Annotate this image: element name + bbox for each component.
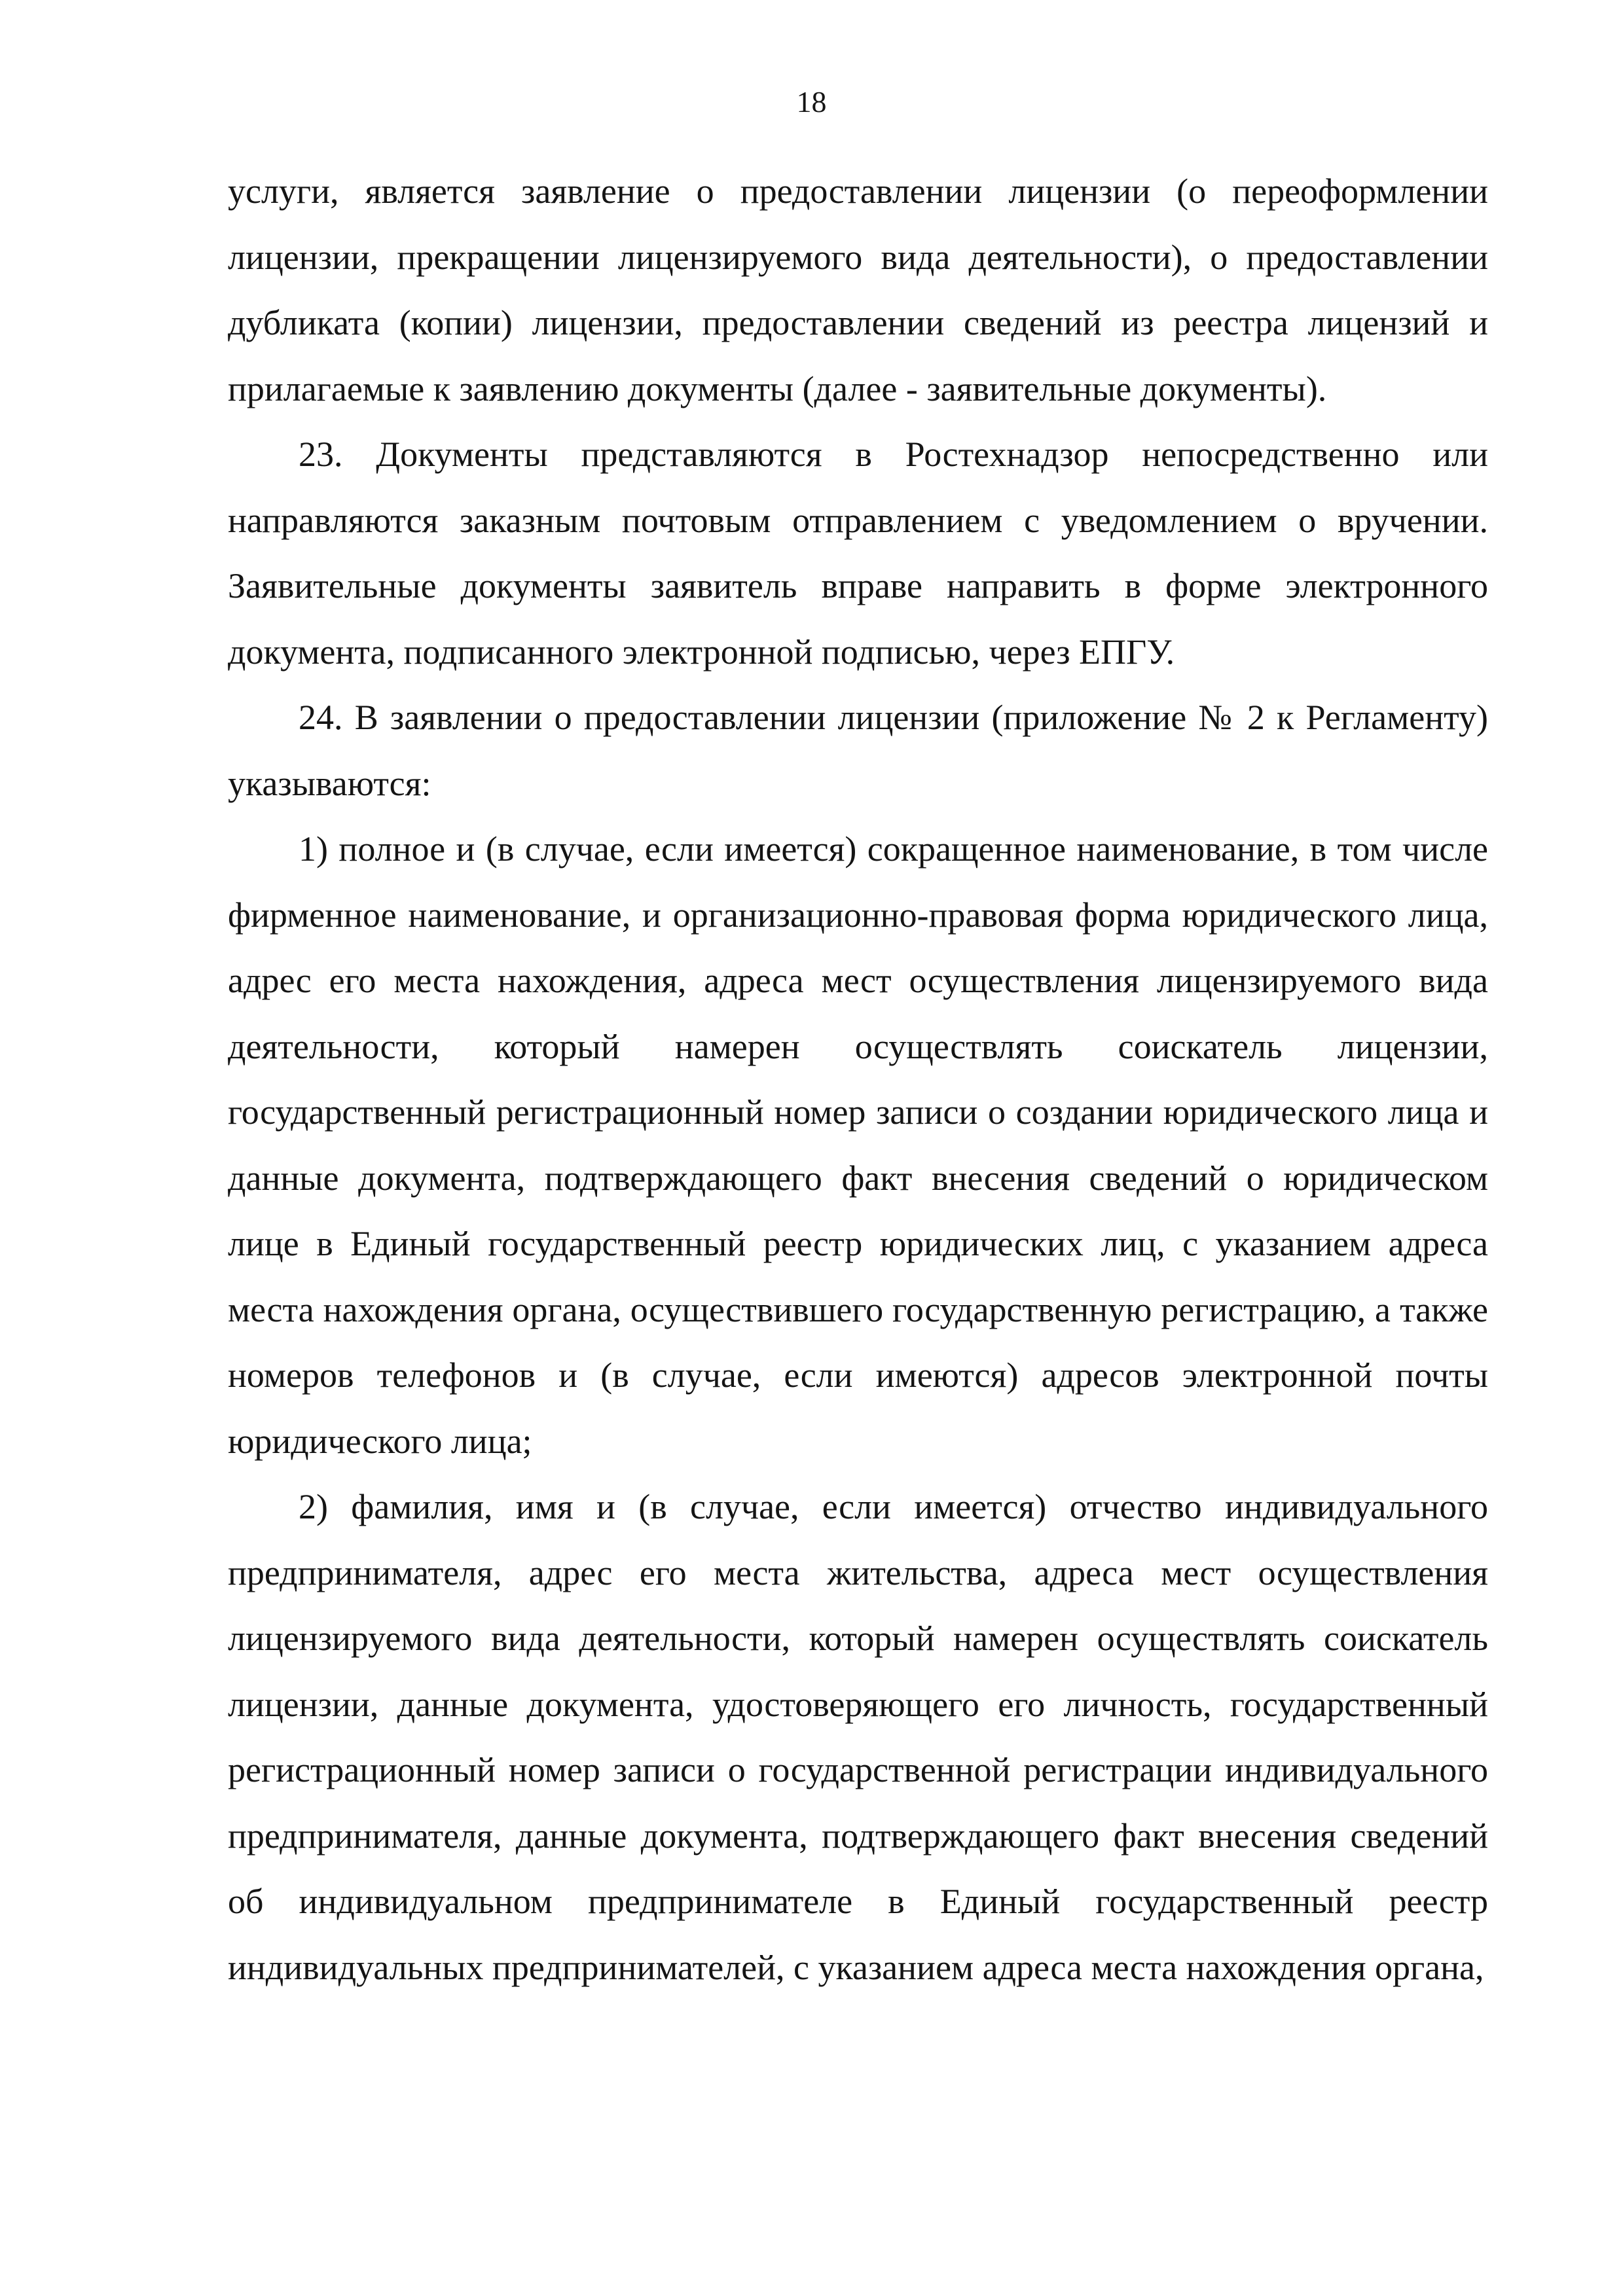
document-body <box>228 158 1488 2000</box>
paragraph-continuation: услуги, является заявление о предоставлении лицензии (о переоформлении лицензии, прекращении лицензируемого вида деятельности), о предоставлении дубликата (копии) лицензии, предоставлении сведений из реестра лицензий и прилагаемые к заявлению документы (далее - заявительные документы). <box>228 171 1488 408</box>
paragraph-clause-24: 24. В заявлении о предоставлении лицензии (приложение № 2 к Регламенту) указываются: <box>228 698 1488 803</box>
paragraph-clause-23: 23. Документы представляются в Ростехнадзор непосредственно или направляются заказным почтовым отправлением с уведомлением о вручении. Заявительные документы заявитель вправе направить в форме электронного документа, подписанного электронной подписью, через ЕПГУ. <box>228 435 1488 672</box>
page-number: 18 <box>796 85 827 118</box>
paragraph-item-1: 1) полное и (в случае, если имеется) сокращенное наименование, в том числе фирменное наименование, и организационно-правовая форма юридического лица, адрес его места нахождения, адреса мест осуществления лицензируемого вида деятельности, который намерен осуществлять соискатель лицензии, государственный регистрационный номер записи о создании юридического лица и данные документа, подтверждающего факт внесения сведений о юридическом лице в Единый государственный реестр юридических лиц, с указанием адреса места нахождения органа, осуществившего государственную регистрацию, а также номеров телефонов и (в случае, если имеются) адресов электронной почты юридического лица; <box>228 829 1488 1461</box>
paragraph-item-2: 2) фамилия, имя и (в случае, если имеется) отчество индивидуального предпринимателя, адрес его места жительства, адреса мест осуществления лицензируемого вида деятельности, который намерен осуществлять соискатель лицензии, данные документа, удостоверяющего его личность, государственный регистрационный номер записи о государственной регистрации индивидуального предпринимателя, данные документа, подтверждающего факт внесения сведений об индивидуальном предпринимателе в Единый государственный реестр индивидуальных предпринимателей, с указанием адреса места нахождения органа, <box>228 1487 1488 1987</box>
